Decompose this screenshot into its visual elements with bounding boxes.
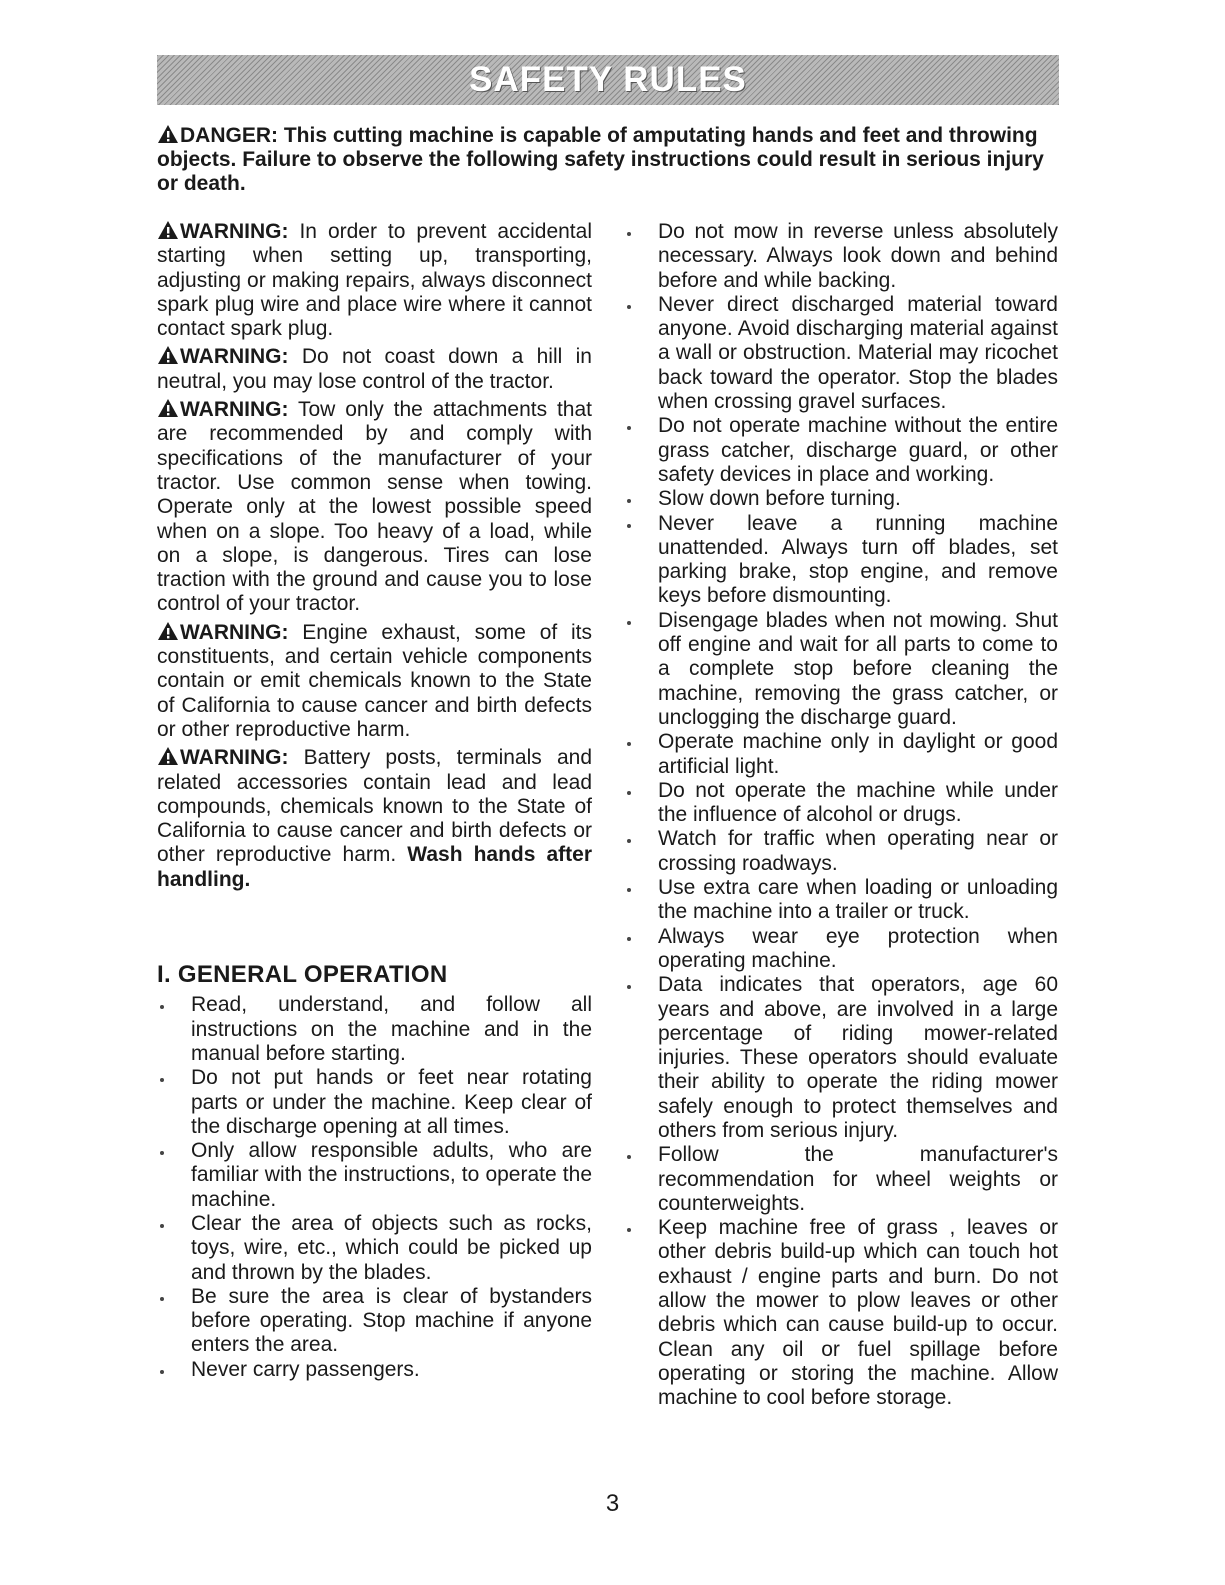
warning-triangle-icon: [157, 621, 179, 641]
page-number: 3: [605, 1490, 620, 1517]
warning-paragraph: [157, 220, 592, 341]
warning-text: Do not coast down a hill in neutral, you may lose control of the tractor.: [157, 345, 592, 393]
list-item: Slow down before turning.: [624, 487, 1058, 511]
list-item: Do not operate the machine while under the influence of alcohol or drugs.: [624, 779, 1058, 828]
warning-text: In order to prevent accidental starting when setting up, transporting, adjusting or making repairs, always disconnect spark plug wire and place wire where it cannot contact spark plug.: [157, 220, 592, 341]
list-item: Never carry passengers.: [157, 1358, 592, 1382]
safety-rules-banner: [157, 55, 1059, 105]
warning-triangle-icon: [157, 124, 179, 144]
warning-paragraph: [157, 398, 592, 617]
list-item: Be sure the area is clear of bystanders before operating. Stop machine if anyone enters the area.: [157, 1285, 592, 1358]
list-item: Never direct discharged material toward anyone. Avoid discharging material against a wall or obstruction. Material may ricochet back toward the operator. Stop the blades when crossing gravel surfaces.: [624, 293, 1058, 414]
warning-label: WARNING:: [180, 220, 289, 243]
warning-paragraph: [157, 746, 592, 892]
warning-text: Tow only the attachments that are recommended by and comply with specifications of the manufacturer of your tractor. Use common sense when towing. Operate only at the lowest possible speed when on a slope. Too heavy of a load, while on a slope, is dangerous. Tires can lose traction with the ground and cause you to lose control of your tractor.: [157, 398, 592, 616]
list-item: Do not put hands or feet near rotating parts or under the machine. Keep clear of the discharge opening at all times.: [157, 1066, 592, 1139]
general-operation-list-right: [624, 220, 1058, 1411]
warning-label: WARNING:: [180, 398, 289, 422]
danger-text: This cutting machine is capable of amputating hands and feet and throwing objects. Failure to observe the following safety instructions could result in serious injury or death.: [157, 124, 1044, 195]
danger-label: DANGER:: [180, 124, 278, 147]
section-title: I. GENERAL OPERATION: [157, 961, 448, 989]
right-column: [624, 220, 1058, 1411]
list-item: Only allow responsible adults, who are familiar with the instructions, to operate the machine.: [157, 1139, 592, 1212]
warning-label: WARNING:: [180, 345, 289, 369]
list-item: Operate machine only in daylight or good artificial light.: [624, 730, 1058, 779]
warning-triangle-icon: [157, 398, 179, 418]
list-item: Clear the area of objects such as rocks, toys, wire, etc., which could be picked up and thrown by the blades.: [157, 1212, 592, 1285]
list-item: Read, understand, and follow all instructions on the machine and in the manual before starting.: [157, 993, 592, 1066]
warning-paragraph: [157, 621, 592, 742]
left-column: [157, 220, 592, 1382]
list-item: Watch for traffic when operating near or crossing roadways.: [624, 827, 1058, 876]
warning-triangle-icon: [157, 345, 179, 365]
list-item: Always wear eye protection when operating machine.: [624, 925, 1058, 974]
list-item: Never leave a running machine unattended. Always turn off blades, set parking brake, stop engine, and remove keys before dismounting.: [624, 512, 1058, 609]
warning-text: Battery posts, terminals and related accessories contain lead and lead compounds, chemicals known to the State of California to cause cancer and birth defects or other reproductive harm.: [157, 746, 592, 867]
list-item: Do not mow in reverse unless absolutely necessary. Always look down and behind before and while backing.: [624, 220, 1058, 293]
banner-title: SAFETY RULES: [469, 60, 747, 99]
warning-triangle-icon: [157, 220, 179, 240]
danger-notice: [157, 124, 1062, 196]
warning-triangle-icon: [157, 746, 179, 766]
warning-label: WARNING:: [180, 746, 289, 770]
warning-label: WARNING:: [180, 620, 289, 644]
general-operation-list-left: [157, 993, 592, 1382]
warning-text: Engine exhaust, some of its constituents, and certain vehicle components contain or emit chemicals known to the State of California to cause cancer and birth defects or other reproductive harm.: [157, 620, 592, 741]
wash-hands-emphasis: Wash hands after handling.: [157, 843, 593, 891]
list-item: Do not operate machine without the entire grass catcher, discharge guard, or other safety devices in place and working.: [624, 414, 1058, 487]
list-item: Use extra care when loading or unloading the machine into a trailer or truck.: [624, 876, 1058, 925]
list-item: Keep machine free of grass , leaves or other debris build-up which can touch hot exhaust / engine parts and burn. Do not allow the mower to plow leaves or other debris which can cause build-up to occur. Clean any oil or fuel spillage before operating or storing the machine. Allow machine to cool before storage.: [624, 1216, 1058, 1410]
warning-paragraph: [157, 345, 592, 394]
list-item: Disengage blades when not mowing. Shut off engine and wait for all parts to come to a complete stop before cleaning the machine, removing the grass catcher, or unclogging the discharge guard.: [624, 609, 1058, 730]
list-item: Follow the manufacturer's recommendation for wheel weights or counterweights.: [624, 1143, 1058, 1216]
list-item: Data indicates that operators, age 60 years and above, are involved in a large percentage of riding mower-related injuries. These operators should evaluate their ability to operate the riding mower safely enough to protect themselves and others from serious injury.: [624, 973, 1058, 1143]
